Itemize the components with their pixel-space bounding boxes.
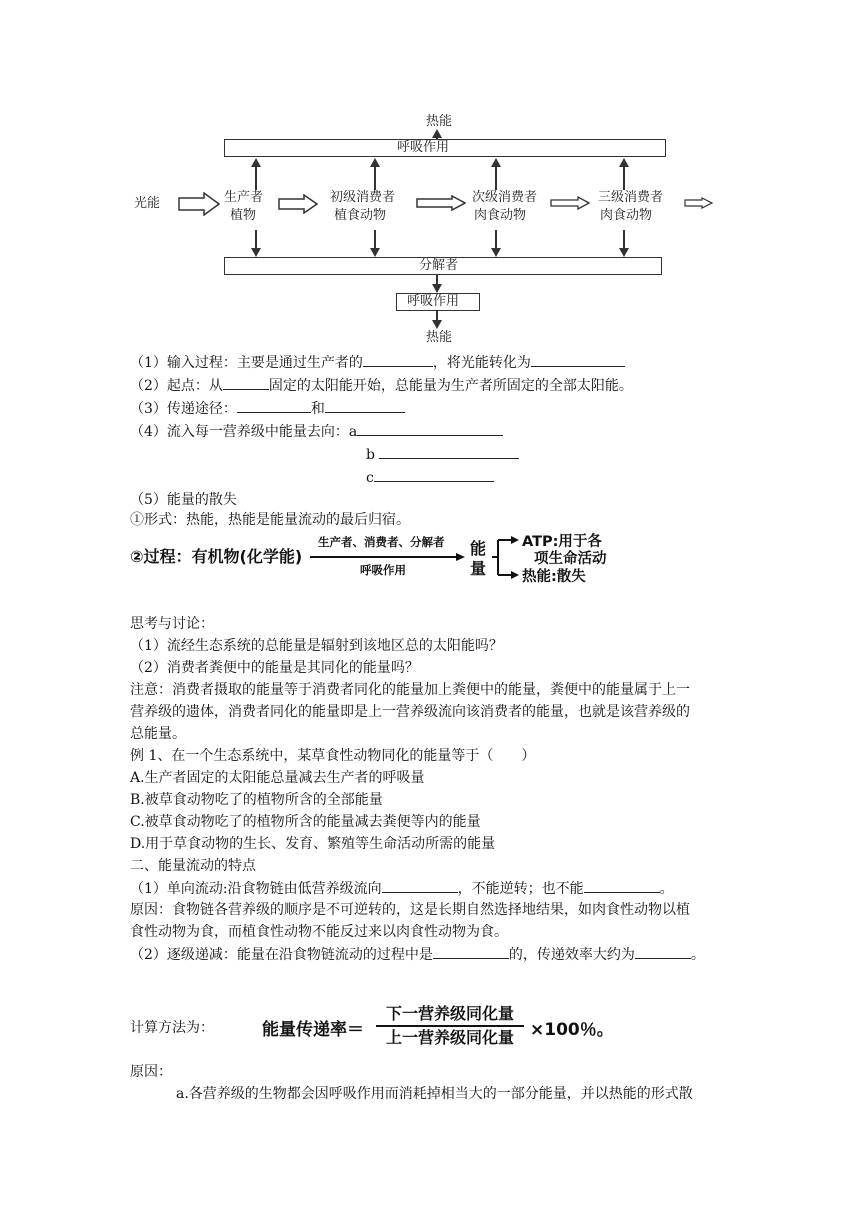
calc-method-label: 计算方法为： [130, 1020, 214, 1036]
respiration-bottom-box [396, 293, 480, 311]
arrow-shaft [255, 230, 257, 250]
answer-blank[interactable] [237, 398, 311, 413]
feature-2-text-c: 。 [690, 947, 705, 963]
option-c: C.被草食动物吃了的植物所含的能量减去粪便等内的能量 [130, 814, 481, 830]
item-4-c [366, 467, 494, 488]
formula-rhs: ×100％。 [530, 1020, 614, 1040]
tertiary-consumer-sub-label: 肉食动物 [600, 208, 653, 223]
light-energy-label: 光能 [134, 196, 161, 211]
arrow-down-icon [491, 248, 501, 257]
reason-label: 原因： [130, 1064, 172, 1080]
heat-bottom-label: 热能 [426, 330, 453, 345]
big-arrow-icon [416, 195, 466, 211]
arrow-up-icon [491, 158, 501, 167]
arrow-up-icon [619, 158, 629, 167]
tertiary-consumer-label: 三级消费者 [598, 190, 664, 205]
arrow-down-icon [251, 248, 261, 257]
item-4-b [366, 444, 519, 465]
item-4-a-label: a [348, 424, 358, 440]
option-d: D.用于草食动物的生长、发育、繁殖等生命活动所需的能量 [130, 836, 496, 852]
transfer-efficiency-formula [262, 1003, 622, 1051]
item-4-text: （4）流入每一营养级中能量去向： [130, 424, 349, 440]
formula-denominator: 上一营养级同化量 [385, 1028, 514, 1047]
branch-atp-2: 项生命活动 [534, 551, 607, 567]
reason-a: a.各营养级的生物都会因呼吸作用而消耗掉相当大的一部分能量，并以热能的形式散 [176, 1086, 693, 1102]
arrow-shaft [495, 166, 497, 190]
heat-top-label: 热能 [426, 114, 453, 129]
item-4-b-label: b [366, 447, 375, 463]
arrow-up-icon [370, 158, 380, 167]
branch-arrow-icon [490, 534, 520, 580]
arrow-down-icon [619, 248, 629, 257]
note-line-1: 注意：消费者摄取的能量等于消费者同化的能量加上粪便中的能量，粪便中的能量属于上一 [130, 682, 690, 698]
answer-blank[interactable] [325, 398, 405, 413]
arrow-down-icon [370, 248, 380, 257]
example-question: 例 1、在一个生态系统中，某草食性动物同化的能量等于（ ） [130, 748, 536, 764]
answer-blank[interactable] [531, 352, 625, 367]
answer-blank[interactable] [374, 467, 494, 482]
energy-char-2: 量 [470, 559, 487, 578]
process-above-arrow: 生产者、消费者、分解者 [318, 535, 445, 549]
feature-2-text-a: （2）逐级递减：能量在沿食物链流动的过程中是 [130, 947, 433, 963]
arrow-shaft [623, 166, 625, 190]
discussion-title: 思考与讨论： [130, 616, 214, 632]
answer-blank[interactable] [357, 421, 503, 436]
item-1-text-b: ，将光能转化为 [432, 355, 531, 371]
section-title: 二、能量流动的特点 [130, 858, 256, 874]
respiration-top-bar [224, 139, 666, 157]
feature-2 [130, 944, 705, 965]
secondary-consumer-label: 次级消费者 [472, 190, 538, 205]
decomposer-bar [224, 257, 662, 275]
arrow-up-icon [251, 158, 261, 167]
feature-1-text-b: ，不能逆转；也不能 [457, 881, 584, 897]
note-line-3: 总能量。 [130, 726, 186, 742]
heat-loss-process-diagram [130, 530, 630, 586]
formula-fraction [374, 1003, 526, 1049]
big-arrow-icon [278, 194, 318, 214]
arrow-shaft [255, 166, 257, 190]
primary-consumer-label: 初级消费者 [330, 190, 396, 205]
item-2-text-b: 固定的太阳能开始，总能量为生产者所固定的全部太阳能。 [268, 378, 633, 394]
answer-blank[interactable] [433, 944, 509, 959]
item-3-text-a: （3）传递途径： [130, 401, 237, 417]
item-2-text-a: （2）起点：从 [130, 378, 223, 394]
process-label: ②过程：有机物(化学能) [130, 547, 303, 566]
item-1 [130, 352, 625, 373]
arrow-down-icon [432, 284, 442, 293]
reason-line-2: 食性动物为食，而植食性动物不能反过来以肉食性动物为食。 [130, 924, 508, 940]
arrow-shaft [374, 166, 376, 190]
item-1-text-a: （1）输入过程：主要是通过生产者的 [130, 355, 363, 371]
formula-lhs: 能量传递率＝ [262, 1020, 364, 1040]
decomposer-label: 分解者 [419, 258, 459, 273]
discussion-q1: （1）流经生态系统的总能量是辐射到该地区总的太阳能吗？ [130, 638, 503, 654]
arrow-shaft [495, 230, 497, 250]
option-a: A.生产者固定的太阳能总量减去生产者的呼吸量 [130, 770, 425, 786]
feature-2-text-b: 的，传递效率大约为 [508, 947, 635, 963]
big-arrow-icon [550, 196, 590, 210]
producer-sub-label: 植物 [230, 208, 257, 223]
secondary-consumer-sub-label: 肉食动物 [474, 208, 527, 223]
answer-blank[interactable] [379, 444, 519, 459]
arrow-shaft [623, 230, 625, 250]
item-3 [130, 398, 405, 419]
feature-1 [130, 878, 674, 899]
arrow-right-icon [684, 197, 714, 209]
answer-blank[interactable] [223, 375, 269, 390]
energy-flow-diagram [130, 112, 720, 347]
energy-char-1: 能 [470, 539, 487, 558]
long-arrow-icon [310, 552, 466, 562]
feature-1-text-c: 。 [659, 881, 674, 897]
primary-consumer-sub-label: 植食动物 [334, 208, 387, 223]
item-4-c-label: c [366, 470, 374, 486]
respiration-bottom-label: 呼吸作用 [407, 294, 460, 309]
arrow-up-icon [432, 129, 442, 138]
producer-label: 生产者 [224, 190, 264, 205]
feature-1-text-a: （1）单向流动:沿食物链由低营养级流向 [130, 881, 382, 897]
process-below-arrow: 呼吸作用 [360, 563, 406, 577]
answer-blank[interactable] [363, 352, 433, 367]
item-4 [130, 421, 503, 442]
item-3-text-b: 和 [310, 401, 325, 417]
answer-blank[interactable] [382, 878, 458, 893]
item-6: ①形式：热能，热能是能量流动的最后归宿。 [130, 512, 410, 528]
branch-atp-1: ATP:用于各 [522, 534, 602, 550]
item-2 [130, 375, 633, 396]
discussion-q2: （2）消费者粪便中的能量是其同化的能量吗？ [130, 660, 419, 676]
arrow-down-icon [432, 320, 442, 329]
formula-numerator: 下一营养级同化量 [385, 1004, 514, 1023]
answer-blank[interactable] [584, 878, 660, 893]
reason-line-1: 原因：食物链各营养级的顺序是不可逆转的，这是长期自然选择地结果，如肉食性动物以植 [130, 902, 690, 918]
big-arrow-icon [178, 192, 220, 216]
answer-blank[interactable] [635, 944, 691, 959]
option-b: B.被草食动物吃了的植物所含的全部能量 [130, 792, 383, 808]
item-5: （5）能量的散失 [130, 492, 237, 508]
arrow-shaft [374, 230, 376, 250]
respiration-top-label: 呼吸作用 [397, 140, 450, 155]
branch-heat: 热能:散失 [522, 569, 586, 585]
note-line-2: 营养级的遗体，消费者同化的能量即是上一营养级流向该消费者的能量，也就是该营养级的 [130, 704, 690, 720]
